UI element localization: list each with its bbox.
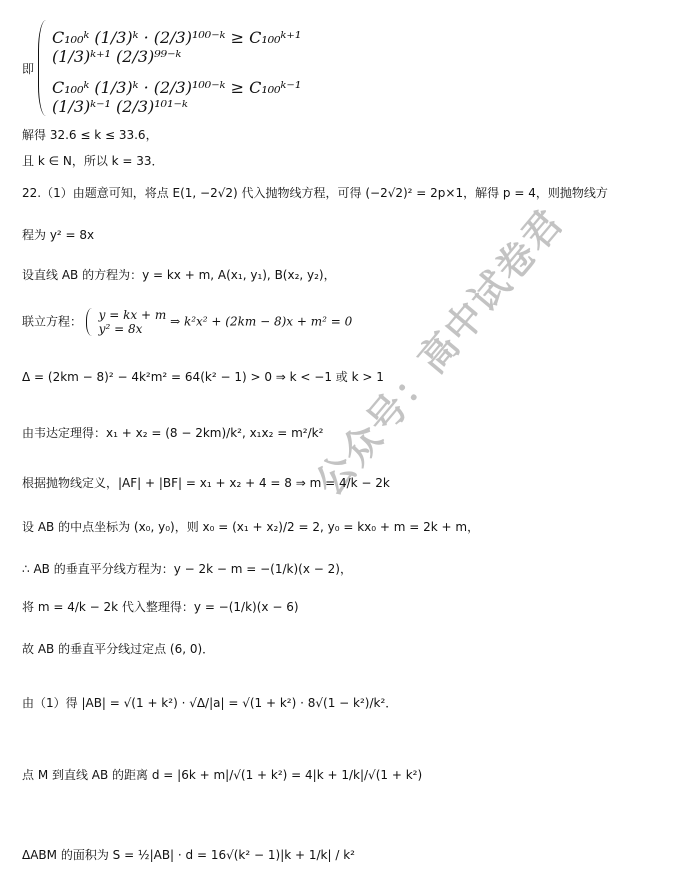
inequality-system xyxy=(22,14,342,122)
discriminant: Δ = (2km − 8)² − 4k²m² = 64(k² − 1) > 0 ⇒ k < −1 或 k > 1 xyxy=(22,370,384,384)
triangle-area: ΔABM 的面积为 S = ½|AB| · d = 16√(k² − 1)|k + 1/k| / k² xyxy=(22,848,355,862)
simultaneous-brace xyxy=(86,308,93,336)
simultaneous-stack xyxy=(99,308,167,336)
k-conclusion: 且 k ∈ N，所以 k = 33． xyxy=(22,154,164,168)
simultaneous-label: 联立方程： xyxy=(22,314,83,329)
simultaneous-equations xyxy=(22,308,352,336)
solve-result: 解得 32.6 ≤ k ≤ 33.6， xyxy=(22,128,158,142)
vieta: 由韦达定理得：x₁ + x₂ = (8 − 2km)/k², x₁x₂ = m²/k² xyxy=(22,426,324,440)
system-row-1: C₁₀₀ᵏ (1/3)ᵏ · (2/3)¹⁰⁰⁻ᵏ ≥ C₁₀₀ᵏ⁺¹ (1/3)ᵏ⁺¹ (2/3)⁹⁹⁻ᵏ xyxy=(52,28,302,66)
perpendicular-bisector: ∴ AB 的垂直平分线方程为：y − 2k − m = −(1/k)(x − 2)， xyxy=(22,562,352,576)
simultaneous-result: ⇒ k²x² + (2km − 8)x + m² = 0 xyxy=(170,314,353,329)
substitute-m: 将 m = 4/k − 2k 代入整理得：y = −(1/k)(x − 6) xyxy=(22,600,299,614)
fixed-point: 故 AB 的垂直平分线过定点 (6, 0)． xyxy=(22,642,215,656)
system-label: 即 xyxy=(22,62,35,76)
q22-part1: 22.（1）由题意可知，将点 E(1, −2√2) 代入抛物线方程，可得 (−2√2)² = 2p×1，解得 p = 4，则抛物线方 xyxy=(22,186,608,200)
simultaneous-bottom: y² = 8x xyxy=(98,322,143,336)
parabola-definition: 根据抛物线定义，|AF| + |BF| = x₁ + x₂ + 4 = 8 ⇒ m = 4/k − 2k xyxy=(22,476,390,490)
system-brace xyxy=(38,20,47,116)
watermark: 公众号：高中试卷君 xyxy=(306,199,573,505)
midpoint: 设 AB 的中点坐标为 (x₀, y₀)，则 x₀ = (x₁ + x₂)/2 = 2, y₀ = kx₀ + m = 2k + m， xyxy=(22,520,480,534)
line-ab-setup: 设直线 AB 的方程为：y = kx + m, A(x₁, y₁), B(x₂, y₂)， xyxy=(22,268,336,282)
simultaneous-top: y = kx + m xyxy=(98,308,167,322)
parabola-equation: 程为 y² = 8x xyxy=(22,228,95,242)
system-row-2: C₁₀₀ᵏ (1/3)ᵏ · (2/3)¹⁰⁰⁻ᵏ ≥ C₁₀₀ᵏ⁻¹ (1/3)ᵏ⁻¹ (2/3)¹⁰¹⁻ᵏ xyxy=(52,78,302,116)
distance-formula: 点 M 到直线 AB 的距离 d = |6k + m|/√(1 + k²) = 4|k + 1/k|/√(1 + k²) xyxy=(22,768,423,782)
chord-length: 由（1）得 |AB| = √(1 + k²) · √Δ/|a| = √(1 + k²) · 8√(1 − k²)/k²． xyxy=(22,696,398,710)
